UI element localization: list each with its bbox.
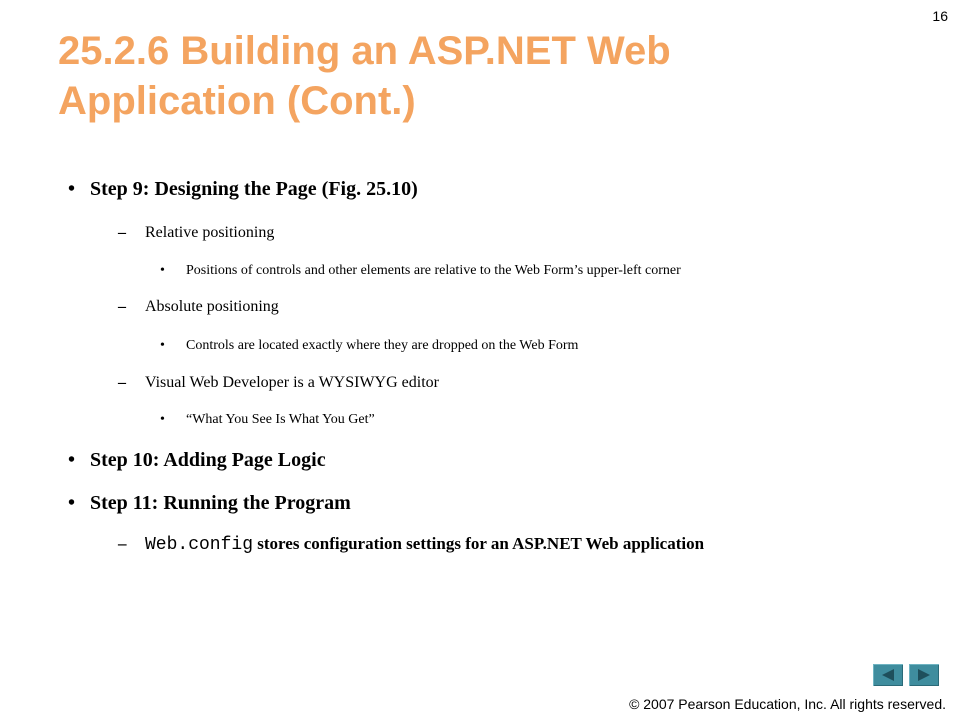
- bullet-step11-text: Step 11: Running the Program: [90, 492, 351, 514]
- bullet-step9-text: Step 9: Designing the Page (Fig. 25.10): [90, 178, 418, 200]
- detail-absolute-text: Controls are located exactly where they are dropped on the Web Form: [186, 338, 579, 353]
- detail-wysiwyg-text: “What You See Is What You Get”: [186, 412, 375, 427]
- slide-title: [58, 26, 858, 126]
- slide-navigation: [873, 664, 939, 686]
- bullet-marker: •: [68, 492, 76, 514]
- dash-marker: –: [118, 374, 126, 391]
- bullet-marker: •: [68, 449, 76, 471]
- page-number: 16: [932, 8, 948, 24]
- slide-title-line-2: Application (Cont.): [58, 79, 416, 123]
- detail-absolute: [160, 338, 578, 354]
- bullet-marker: •: [68, 178, 76, 200]
- bullet-marker: •: [160, 263, 165, 278]
- left-arrow-icon: [880, 668, 896, 682]
- bullet-step10-text: Step 10: Adding Page Logic: [90, 449, 326, 471]
- sub-bullet-absolute-text: Absolute positioning: [145, 298, 279, 315]
- sub-bullet-absolute: [118, 298, 279, 316]
- detail-relative-text: Positions of controls and other elements are relative to the Web Form’s upper-left corner: [186, 263, 681, 278]
- detail-wysiwyg: [160, 412, 375, 428]
- sub-bullet-relative-text: Relative positioning: [145, 224, 275, 241]
- sub-bullet-wysiwyg: [118, 374, 439, 392]
- previous-slide-button[interactable]: [873, 664, 903, 686]
- dash-marker: –: [118, 224, 126, 241]
- sub-bullet-webconfig: [118, 534, 704, 555]
- detail-relative: [160, 263, 681, 279]
- bullet-step10: [68, 449, 326, 472]
- sub-bullet-wysiwyg-text: Visual Web Developer is a WYSIWYG editor: [145, 374, 439, 391]
- copyright-footer: © 2007 Pearson Education, Inc. All rights reserved.: [629, 696, 946, 712]
- right-arrow-icon: [916, 668, 932, 682]
- dash-marker: –: [118, 534, 127, 553]
- sub-bullet-webconfig-text: stores configuration settings for an ASP.NET Web application: [253, 534, 705, 553]
- webconfig-code: Web.config: [145, 535, 254, 555]
- slide-title-line-1: 25.2.6 Building an ASP.NET Web: [58, 29, 671, 73]
- sub-bullet-relative: [118, 224, 274, 242]
- dash-marker: –: [118, 298, 126, 315]
- bullet-step11: [68, 492, 351, 515]
- bullet-step9: [68, 178, 418, 201]
- bullet-marker: •: [160, 412, 165, 427]
- next-slide-button[interactable]: [909, 664, 939, 686]
- bullet-marker: •: [160, 338, 165, 353]
